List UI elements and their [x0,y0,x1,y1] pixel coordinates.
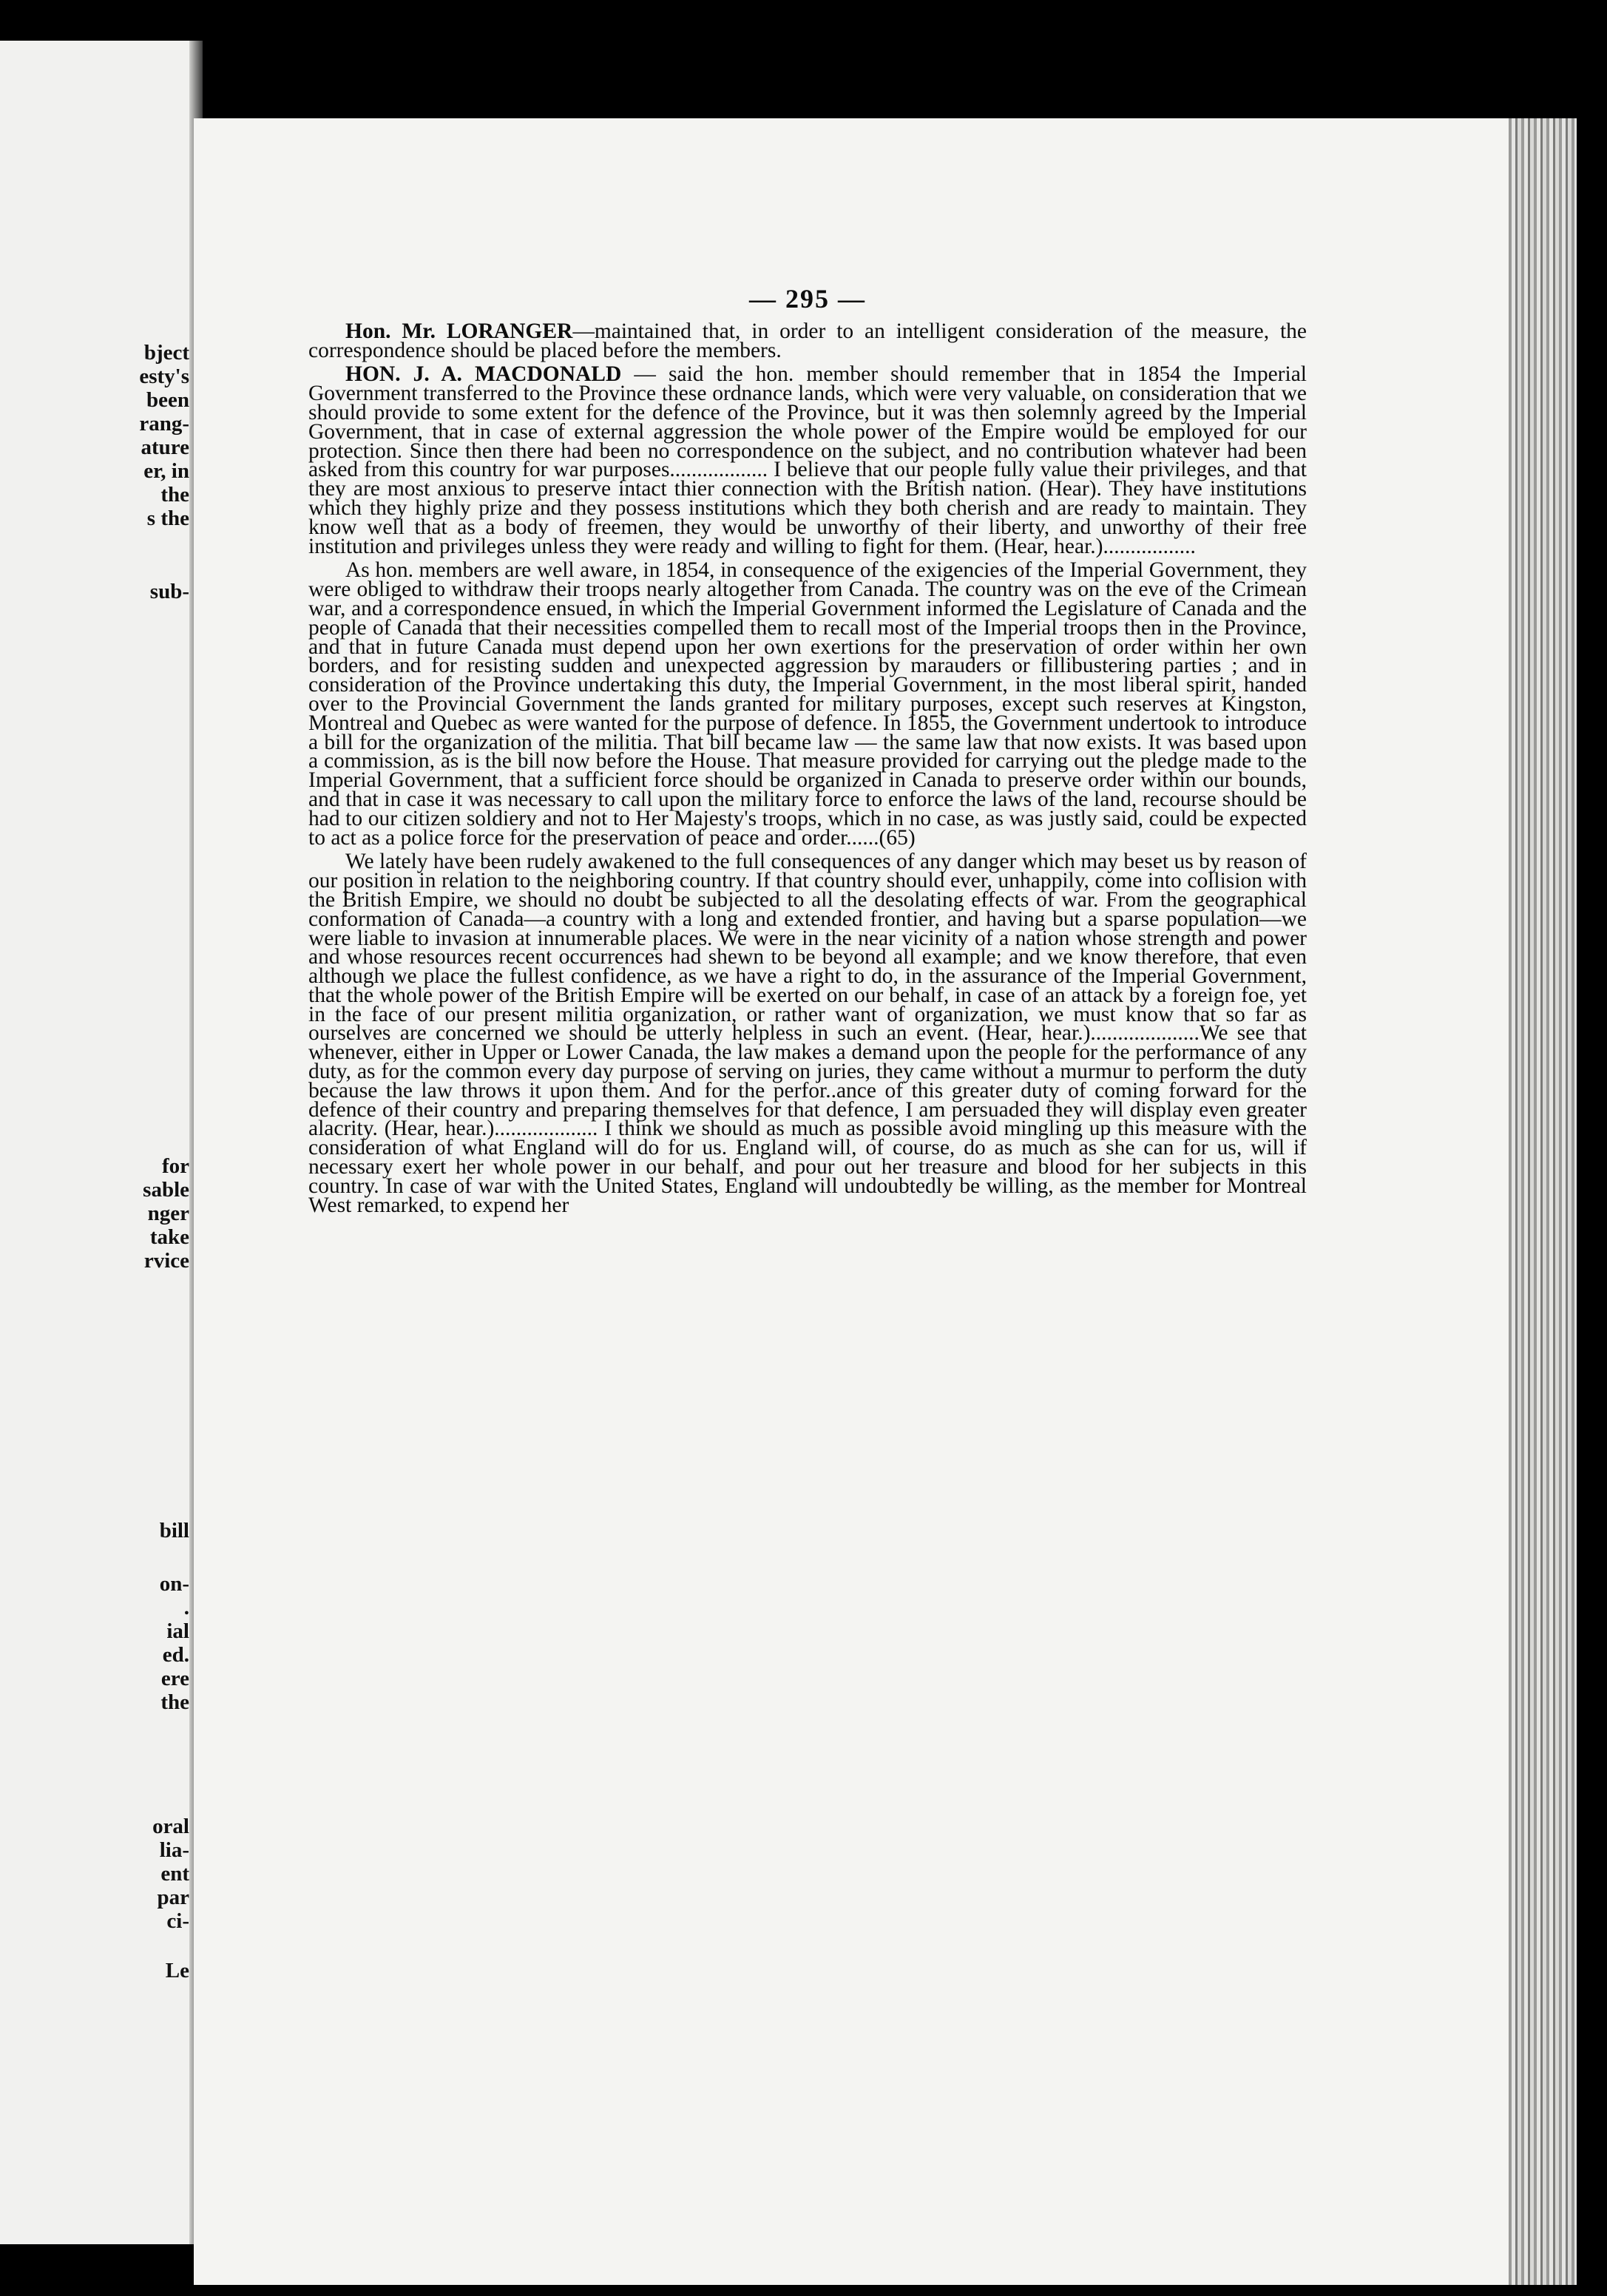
left-fragment: the [160,483,189,507]
left-fragment: ed. [162,1643,189,1667]
left-fragment: sable [143,1178,189,1202]
paragraph-text: —maintained that, in order to an intelligent consideration of the measure, the correspondence should be placed before the members. [308,319,1307,362]
paragraph-macdonald [308,362,1307,558]
left-fragment: . [183,1596,189,1619]
left-fragment: er, in [143,459,189,483]
paragraph-text: — said the hon. member should remember that in 1854 the Imperial Government transferred to the Province these ordnance lands, which were very valuable, on consideration that we should provide to some extent for the defence of the Province, but it was then solemnly agreed by the Imperial Government, that in case of external aggression the whole power of the Empire would be employed for our protection. Since then there had been no correspondence on the subject, and no contribution whatever had been asked from this country for war purposes.................. I believe that our people fully value their privileges, and that they are most anxious to preserve intact thier connection with the British nation. (Hear). They have institutions which they highly prize and they possess institutions which they both cherish and are ready to maintain. They know well that as a body of freemen, they would be unworthy of their liberty, and unworthy of their free institution and privileges unless they were ready and willing to fight for them. (Hear, hear.)................. [308,362,1307,558]
left-fragment: been [146,388,189,412]
page-body [308,284,1307,1220]
right-page [194,118,1577,2285]
left-fragment: ature [141,436,189,459]
left-fragment: par [157,1886,189,1909]
left-fragment: Le [165,1959,189,1982]
paragraph-loranger [308,319,1307,362]
page-edge [1509,118,1577,2285]
left-fragment: bill [159,1519,189,1542]
left-fragment: ci- [166,1909,189,1933]
left-fragment: the [160,1690,189,1714]
left-fragment: ent [160,1862,189,1886]
left-page [0,41,194,2244]
speaker-name: HON. J. A. MACDONALD [345,362,622,387]
left-fragment: bject [143,341,189,365]
left-fragment: esty's [139,365,189,388]
left-fragment: nger [147,1202,189,1225]
left-fragment: for [161,1154,189,1178]
speaker-name: Hon. Mr. LORANGER [345,319,573,343]
left-fragment: oral [152,1815,189,1838]
left-fragment: ere [160,1667,189,1690]
paragraph-crimean-war: As hon. members are well aware, in 1854, in consequence of the exigencies of the Imperial Government, they were obliged to withdraw their troops nearly altogether from Canada. The country was on the eve of the Crimean war, and a correspondence ensued, in which the Imperial Government informed the Legislature of Canada and the people of Canada that their necessities compelled them to recall most of the Imperial troops then in the Province, and that in future Canada must depend upon her own exertions for the preservation of order within her own borders, and for resisting sudden and unexpected aggression by marauders or fillibustering parties ; and in consideration of the Province undertaking this duty, the Imperial Government, in the most liberal spirit, handed over to the Provincial Government the lands granted for military purposes, except such reserves at Kingston, Montreal and Quebec as were wanted for the purpose of defence. In 1855, the Government undertook to introduce a bill for the organization of the militia. That bill became law — the same law that now exists. It was based upon a commission, as is the bill now before the House. That measure provided for carrying out the pledge made to the Imperial Government, that a sufficient force should be organized in Canada to preserve order within our bounds, and that in case it was necessary to call upon the military force to enforce the laws of the land, recourse should be had to our citizen soldiery and not to Her Majesty's troops, which in no case, as was justly said, could be expected to act as a police force for the preservation of peace and order......(65) [308,558,1307,850]
paragraph-danger: We lately have been rudely awakened to the full consequences of any danger which may beset us by reason of our position in relation to the neighboring country. If that country should ever, unhappily, come into collision with the British Empire, we should no doubt be subjected to all the desolating effects of war. From the geographical conformation of Canada—a country with a long and extended frontier, and having but a sparse population—we were liable to invasion at innumerable places. We were in the near vicinity of a nation whose strength and power and whose resources recent occurrences had shewn to be beyond all example; and we know therefore, that even although we place the fullest confidence, as we have a right to do, in the assurance of the Imperial Government, that the whole power of the British Empire will be exerted on our behalf, in case of an attack by a foreign foe, yet in the face of our present militia organization, or rather want of organization, we must know that so far as ourselves are concerned we should be utterly helpless in such an event. (Hear, hear.)....................We see that whenever, either in Upper or Lower Canada, the law makes a demand upon the people for the performance of any duty, as for the common every day purpose of serving on juries, they came without a murmur to perform the duty because the law throws it upon them. And for the perfor..ance of this greater duty of coming forward for the defence of their country and preparing themselves for that defence, I am persuaded they will display even greater alacrity. (Hear, hear.)................... I think we should as much as possible avoid mingling up this measure with the consideration of what England will do for us. England will, of course, do as much as she can for us, will if necessary exert her whole power in our behalf, and pour out her treasure and blood for her subjects in this country. In case of war with the United States, England will undoubtedly be willing, as the member for Montreal West remarked, to expend her [308,850,1307,1217]
left-fragment: on- [159,1572,189,1596]
left-fragment: lia- [159,1838,189,1862]
left-fragment: ial [166,1619,189,1643]
left-fragment: rang- [139,412,189,436]
page-number: — 295 — [749,284,866,314]
left-fragment: rvice [143,1249,189,1273]
left-fragment: s the [146,507,189,530]
left-fragment: sub- [149,580,189,603]
left-fragment: take [149,1225,189,1249]
